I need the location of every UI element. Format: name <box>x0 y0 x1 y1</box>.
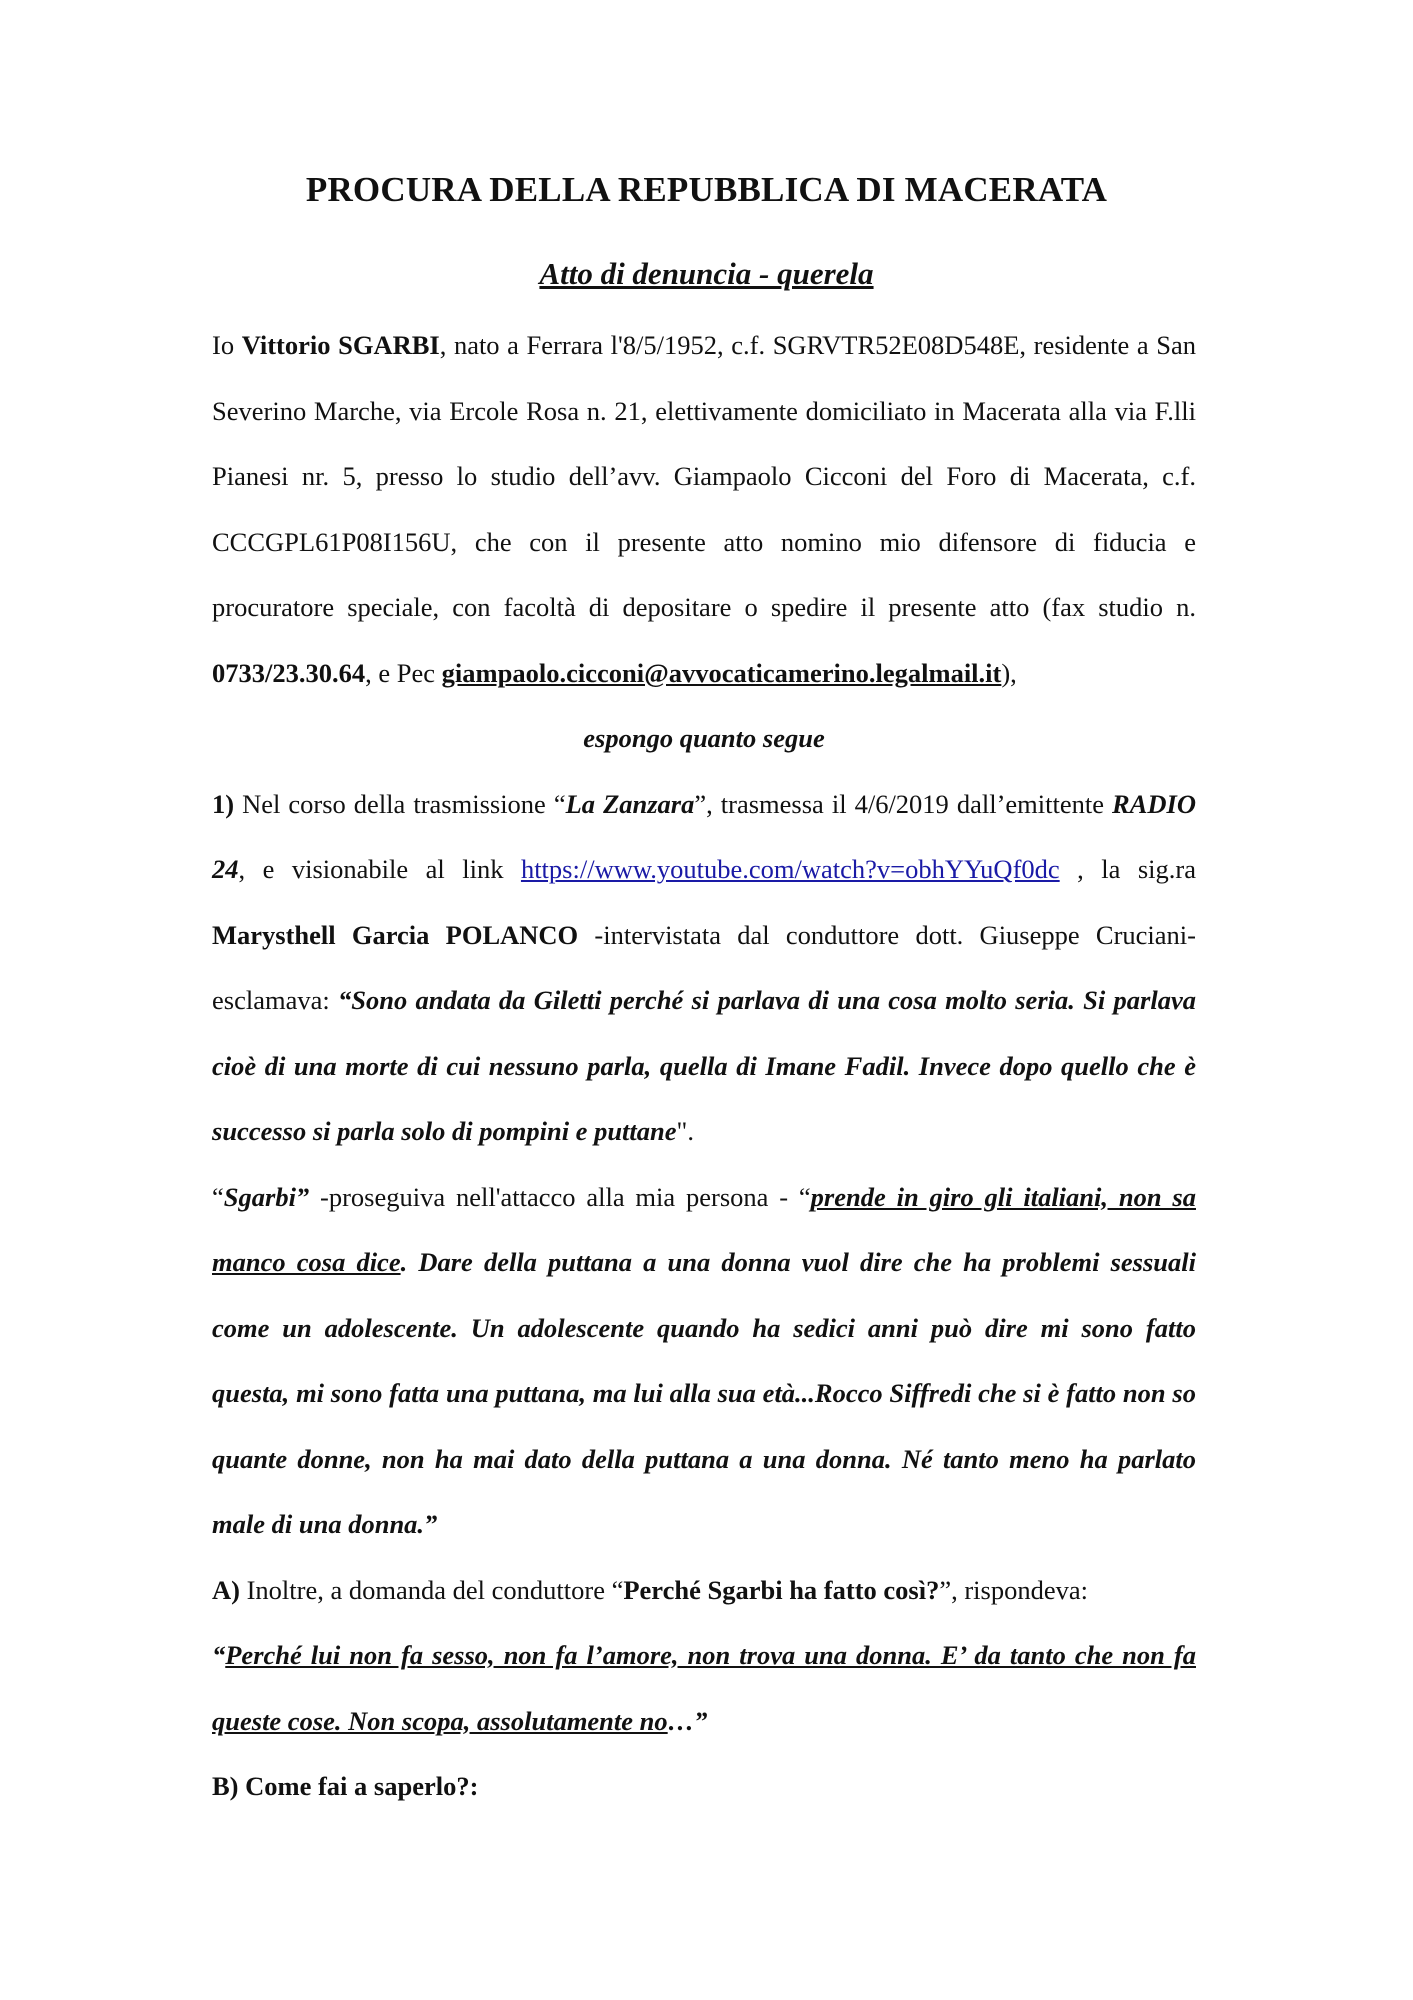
p1-text-5: -intervistata dal conduttore dott. Giuseppe Cruciani- esclamava: <box>212 919 1196 1015</box>
p2-quote-open: “ <box>212 1181 224 1212</box>
first-quote: “Sono andata da Giletti perché si parlava di una cosa molto seria. Si parlava cioè di una morte di cui nessuno parla, quella di Imane Fadil. Invece dopo quello che è successo si parla solo di pompini e puttane <box>212 985 1196 1146</box>
second-quote: . Dare della puttana a una donna vuol dire che ha problemi sessuali come un adolescente. Un adolescente quando ha sedici anni può dire mi sono fatto questa, mi sono fatta una puttana, ma lui alla sua età...Rocco Siffredi che si è fatto non so quante donne, non ha mai dato della puttana a una donna. Né tanto meno ha parlato male di una donna.” <box>212 1247 1197 1539</box>
p1-text-3: , e visionabile al link <box>238 854 521 884</box>
paragraph-a-label: A) <box>212 1574 240 1605</box>
youtube-link[interactable]: https://www.youtube.com/watch?v=obhYYuQf0dc <box>520 854 1060 884</box>
host-question: Perché Sgarbi ha fatto così? <box>623 1574 940 1605</box>
person-name: Marysthell Garcia POLANCO <box>212 919 579 950</box>
paragraph-1-number: 1) <box>212 788 235 819</box>
sgarbi-label: Sgarbi” <box>223 1181 310 1212</box>
intro-paragraph <box>212 313 1196 706</box>
underlined-quote: prende in giro gli italiani, non sa manco cosa dice <box>212 1181 1196 1277</box>
fax-number: 0733/23.30.64 <box>212 657 366 688</box>
intro-text-3: , e Pec <box>365 657 442 688</box>
paragraph-a-quote <box>212 1623 1196 1754</box>
paragraph-b: B) Come fai a saperlo?: <box>212 1771 479 1801</box>
intro-text-2: , nato a Ferrara l'8/5/1952, c.f. SGRVTR52E08D548E, residente a San Severino Marche, via Ercole Rosa n. 21, elettivamente domiciliato in Macerata alla via F.lli Pianesi nr. 5, presso lo studio dell’avv. Giampaolo Cicconi del Foro di Macerata, c.f. CCCGPL61P08I156U, che con il presente atto nomino mio difensore di fiducia e procuratore speciale, con facoltà di depositare o spedire il presente atto (fax studio n. <box>212 330 1196 622</box>
intro-text-1: Io <box>212 330 242 360</box>
p1-text-6: ". <box>676 1116 694 1146</box>
expose-heading: espongo quanto segue <box>583 723 825 753</box>
paragraph-2 <box>212 1165 1196 1558</box>
paragraph-a <box>212 1558 1196 1624</box>
p1-text-4: , la sig.ra <box>1059 854 1196 884</box>
complainant-name: Vittorio SGARBI <box>241 330 440 360</box>
pa-quote-close: …” <box>667 1705 708 1736</box>
paragraph-1 <box>212 772 1196 1165</box>
page-title: PROCURA DELLA REPUBBLICA DI MACERATA <box>305 170 1108 209</box>
p2-text-1: -proseguiva nell'attacco alla mia persona - “ <box>309 1181 811 1212</box>
radio-name: RADIO 24 <box>212 788 1196 884</box>
show-name: La Zanzara <box>565 788 695 819</box>
page-subtitle: Atto di denuncia - querela <box>539 256 874 291</box>
pa-text-1: Inoltre, a domanda del conduttore “ <box>239 1574 624 1605</box>
document-body <box>212 313 1196 1820</box>
intro-text-4: ), <box>1001 657 1017 688</box>
p1-text-2: ”, trasmessa il 4/6/2019 dall’emittente <box>694 788 1113 819</box>
pa-quote-underlined: Perché lui non fa sesso, non fa l’amore, non trova una donna. E’ da tanto che non fa queste cose. Non scopa, assolutamente no <box>212 1640 1196 1736</box>
pec-address[interactable]: giampaolo.cicconi@avvocaticamerino.legalmail.it <box>441 657 1002 688</box>
pa-quote-open: “ <box>212 1640 226 1670</box>
pa-text-2: ”, rispondeva: <box>939 1574 1088 1605</box>
p1-text-1: Nel corso della trasmissione “ <box>234 788 566 819</box>
